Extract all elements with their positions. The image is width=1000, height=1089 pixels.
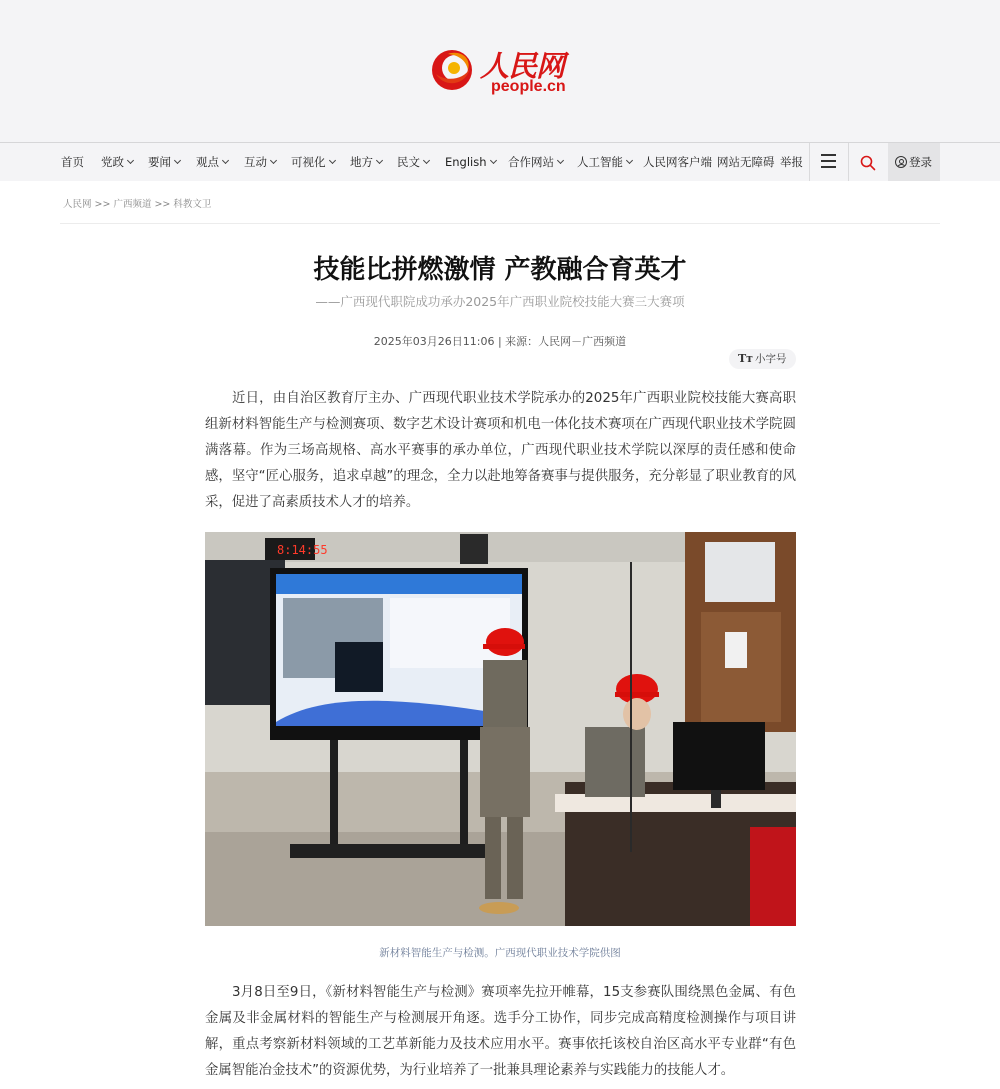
nav-item-6[interactable] [350, 143, 382, 181]
nav-item-label: 合作网站 [508, 155, 554, 169]
nav-item-10[interactable] [577, 143, 632, 181]
chevron-down-icon [423, 157, 430, 164]
chevron-down-icon [328, 157, 335, 164]
nav-item-0[interactable] [61, 143, 84, 181]
nav-item-label: 举报 [780, 155, 803, 169]
article-photo [205, 532, 796, 926]
people-logo-mark [428, 44, 476, 92]
font-size-toggle[interactable] [729, 349, 796, 369]
nav-item-8[interactable] [445, 143, 496, 181]
chevron-down-icon [127, 157, 134, 164]
article-meta: 2025年03月26日11:06 | 来源：人民网－广西频道 [373, 335, 627, 348]
main-navbar [0, 142, 1000, 181]
chevron-down-icon [489, 157, 496, 164]
chevron-down-icon [174, 157, 181, 164]
nav-item-2[interactable] [148, 143, 180, 181]
login-button[interactable] [888, 143, 940, 181]
nav-item-label: English [445, 155, 487, 169]
people-cn-logo[interactable] [428, 44, 578, 100]
article-title: 技能比拼燃激情 产教融合育英才 [313, 255, 687, 285]
photo-caption: 新材料智能生产与检测。广西现代职业技术学院供图 [379, 947, 621, 959]
chevron-down-icon [270, 157, 277, 164]
nav-item-label: 互动 [244, 155, 267, 169]
nav-item-12[interactable] [717, 143, 775, 181]
nav-item-label: 要闻 [148, 155, 171, 169]
breadcrumb-item-section[interactable]: 科教文卫 [173, 199, 212, 210]
nav-item-label: 首页 [61, 155, 84, 169]
breadcrumb-item-people[interactable]: 人民网 [63, 199, 92, 210]
nav-item-3[interactable] [196, 143, 228, 181]
logo-english-text: people.cn [491, 78, 566, 95]
nav-divider [848, 143, 849, 181]
nav-item-label: 民文 [397, 155, 420, 169]
header-divider [60, 223, 940, 224]
nav-item-9[interactable] [508, 143, 563, 181]
nav-item-label: 观点 [196, 155, 219, 169]
breadcrumb-separator: >> [94, 199, 111, 210]
font-size-icon: Tт [738, 352, 754, 365]
top-banner [0, 0, 1000, 142]
logo-chinese-text: 人民网 [480, 49, 565, 83]
breadcrumb-item-guangxi[interactable]: 广西频道 [113, 199, 152, 210]
nav-item-7[interactable] [397, 143, 429, 181]
nav-item-label: 人工智能 [577, 155, 623, 169]
article-paragraph: 近日，由自治区教育厅主办、广西现代职业技术学院承办的2025年广西职业院校技能大赛高职组新材料智能生产与检测赛项、数字艺术设计赛项和机电一体化技术赛项在广西现代职业技术学院圆满落幕。作为三场高规格、高水平赛事的承办单位，广西现代职业技术学院以深厚的责任感和使命感，坚守“匠心服务，追求卓越”的理念，全力以赴地筹备赛事与提供服务，充分彰显了职业教育的风采，促进了高素质技术人才的培养。 [205, 391, 796, 510]
chevron-down-icon [222, 157, 229, 164]
nav-item-4[interactable] [244, 143, 276, 181]
nav-item-1[interactable] [101, 143, 133, 181]
article-paragraph: 3月8日至9日，《新材料智能生产与检测》赛项率先拉开帷幕，15支参赛队围绕黑色金属、有色金属及非金属材料的智能生产与检测展开角逐。选手分工协作，同步完成高精度检测操作与项目讲解，重点考察新材料领域的工艺革新能力及技术应用水平。赛事依托该校自治区高水平专业群“有色金属智能冶金技术”的资源优势，为行业培养了一批兼具理论素养与实践能力的技能人才。 [205, 985, 796, 1078]
user-icon [895, 156, 907, 168]
chevron-down-icon [626, 157, 633, 164]
nav-item-11[interactable] [643, 143, 712, 181]
search-icon[interactable] [860, 155, 876, 171]
nav-item-13[interactable] [780, 143, 803, 181]
photo-clock-text: 8:14:55 [277, 543, 328, 557]
article-subtitle: ——广西现代职院成功承办2025年广西职业院校技能大赛三大赛项 [315, 294, 685, 309]
nav-item-label: 网站无障碍 [717, 155, 775, 169]
breadcrumb [63, 196, 211, 210]
font-size-label: 小字号 [755, 353, 787, 365]
nav-item-label: 人民网客户端 [643, 155, 712, 169]
hamburger-menu-icon[interactable] [821, 154, 836, 168]
breadcrumb-separator: >> [154, 199, 171, 210]
login-label: 登录 [909, 155, 932, 169]
nav-item-5[interactable] [291, 143, 335, 181]
chevron-down-icon [376, 157, 383, 164]
nav-item-label: 党政 [101, 155, 124, 169]
chevron-down-icon [557, 157, 564, 164]
nav-divider [809, 143, 810, 181]
nav-item-label: 地方 [350, 155, 373, 169]
nav-item-label: 可视化 [291, 155, 326, 169]
